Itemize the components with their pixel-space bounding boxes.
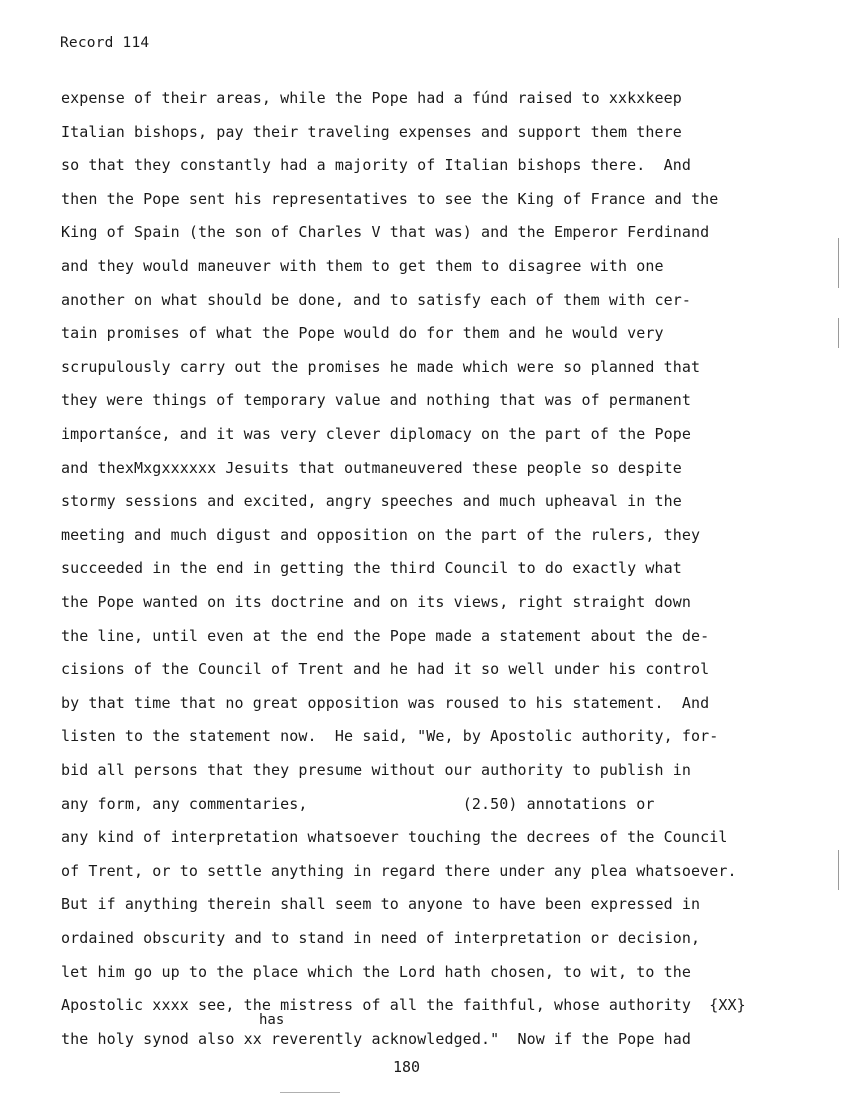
text-line: and they would maneuver with them to get them to disagree with one <box>61 257 664 275</box>
text-line: scrupulously carry out the promises he made which were so planned that <box>61 357 701 376</box>
text-line: so that they constantly had a majority of Italian bishops there. And <box>61 156 692 175</box>
margin-mark <box>838 238 839 288</box>
text-line: But if anything therein shall seem to anyone to have been expressed in <box>61 895 701 914</box>
text-line: let him go up to the place which the Lord hath chosen, to wit, to the <box>61 962 692 981</box>
text-line: expense of their areas, while the Pope had a fúnd raised to xxkxkeep <box>61 89 682 107</box>
record-header: Record 114 <box>60 35 150 51</box>
text-line: by that time that no great opposition was roused to his statement. And <box>61 693 710 712</box>
text-line: the line, until even at the end the Pope made a statement about the de- <box>61 626 710 645</box>
margin-mark <box>838 318 839 348</box>
text-line: tain promises of what the Pope would do for them and he would very <box>61 324 664 343</box>
interlinear-insertion: has <box>259 1012 285 1028</box>
text-line: any form, any commentaries, (2.50) annotations or <box>61 794 655 813</box>
text-line: then the Pope sent his representatives to see the King of France and the <box>61 189 719 208</box>
text-line: they were things of temporary value and nothing that was of permanent <box>61 391 692 410</box>
text-line: importanśce, and it was very clever diplomacy on the part of the Pope <box>61 425 692 443</box>
text-line: King of Spain (the son of Charles V that was) and the Emperor Ferdinand <box>61 223 710 242</box>
text-line: meeting and much digust and opposition on the part of the rulers, they <box>61 525 701 544</box>
text-line: succeeded in the end in getting the third Council to do exactly what <box>61 559 682 578</box>
scan-artifact <box>280 1092 340 1093</box>
text-line: the holy synod also xx reverently acknowledged." Now if the Pope had <box>61 1029 692 1048</box>
page-number: 180 <box>393 1058 421 1076</box>
text-line: cisions of the Council of Trent and he had it so well under his control <box>61 660 710 679</box>
text-line: Apostolic xxxx see, the mistress of all the faithful, whose authority {XX} <box>61 996 746 1015</box>
text-line: listen to the statement now. He said, "We, by Apostolic authority, for- <box>61 727 719 746</box>
text-line: bid all persons that they presume without our authority to publish in <box>61 761 692 779</box>
margin-mark <box>838 850 839 890</box>
text-line: any kind of interpretation whatsoever touching the decrees of the Council <box>61 828 728 847</box>
text-line: stormy sessions and excited, angry speeches and much upheaval in the <box>61 492 682 511</box>
text-line: of Trent, or to settle anything in regard there under any plea whatsoever. <box>61 861 737 880</box>
text-line: another on what should be done, and to satisfy each of them with cer- <box>61 290 692 309</box>
text-line: the Pope wanted on its doctrine and on its views, right straight down <box>61 593 692 611</box>
text-line: and thexMxgxxxxxx Jesuits that outmaneuvered these people so despite <box>61 458 682 477</box>
text-line: Italian bishops, pay their traveling expenses and support them there <box>61 122 682 141</box>
text-line: ordained obscurity and to stand in need of interpretation or decision, <box>61 929 701 947</box>
